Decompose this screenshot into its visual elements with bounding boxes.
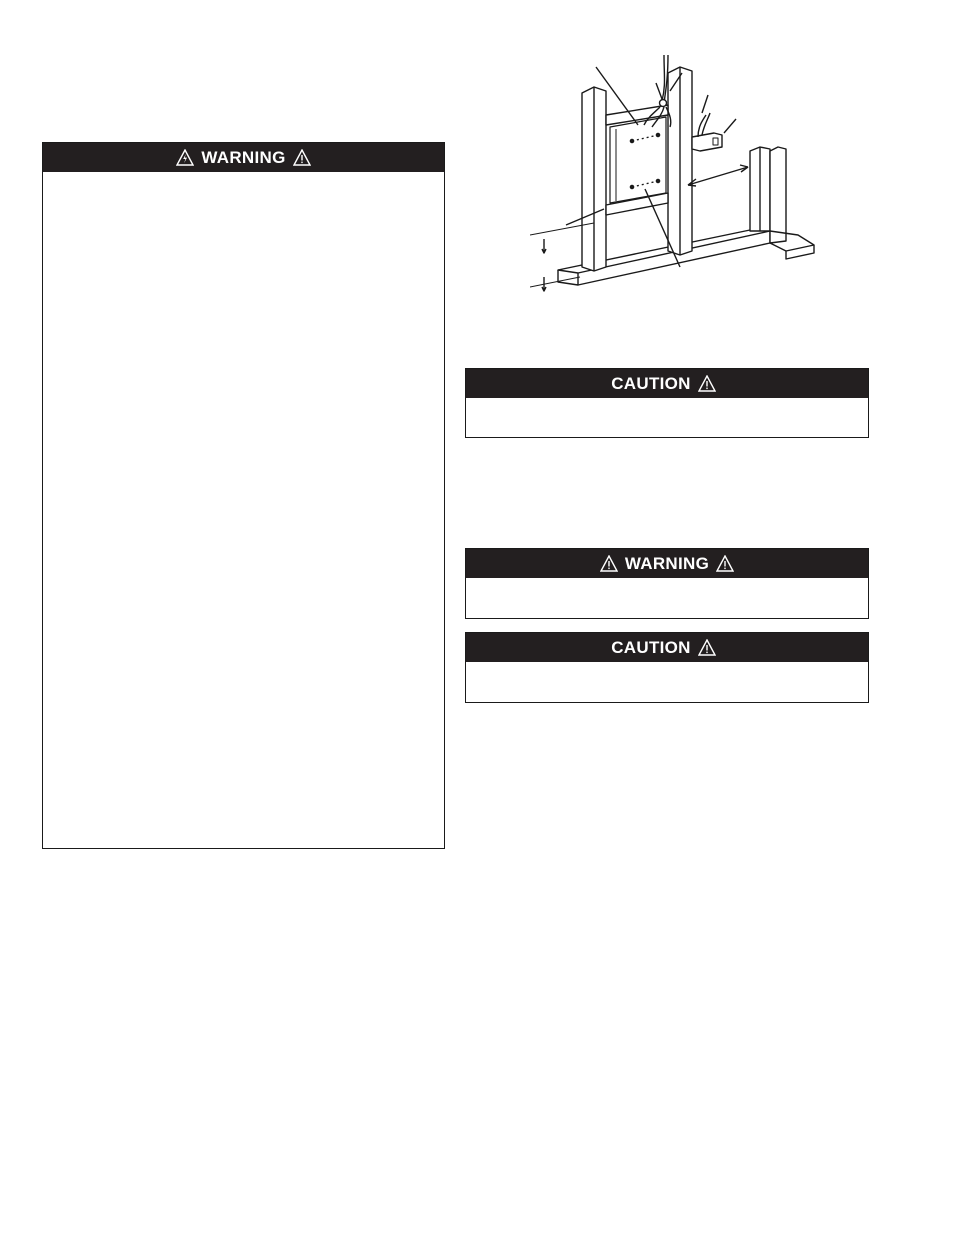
- warning-box-left: [42, 142, 445, 849]
- caution-box-2: [465, 632, 869, 703]
- warning-title: WARNING: [201, 147, 286, 167]
- caution-title: CAUTION: [611, 637, 691, 657]
- warning-banner-2: [466, 549, 868, 578]
- warning-box-right: [465, 548, 869, 619]
- warning-title: WARNING: [624, 553, 710, 573]
- caution-box-1: [465, 368, 869, 438]
- caution-banner-1: [466, 369, 868, 398]
- caution-banner-2: [466, 633, 868, 662]
- warning-triangle-icon: [698, 375, 716, 393]
- caution-title: CAUTION: [611, 373, 691, 393]
- warning-banner: [43, 143, 444, 172]
- warning-triangle-icon: [293, 149, 311, 167]
- warning-triangle-icon: [698, 639, 716, 657]
- wall-framing-figure: [530, 55, 830, 315]
- electric-shock-icon: [176, 149, 194, 167]
- warning-triangle-icon: [600, 555, 618, 573]
- warning-triangle-icon: [716, 555, 734, 573]
